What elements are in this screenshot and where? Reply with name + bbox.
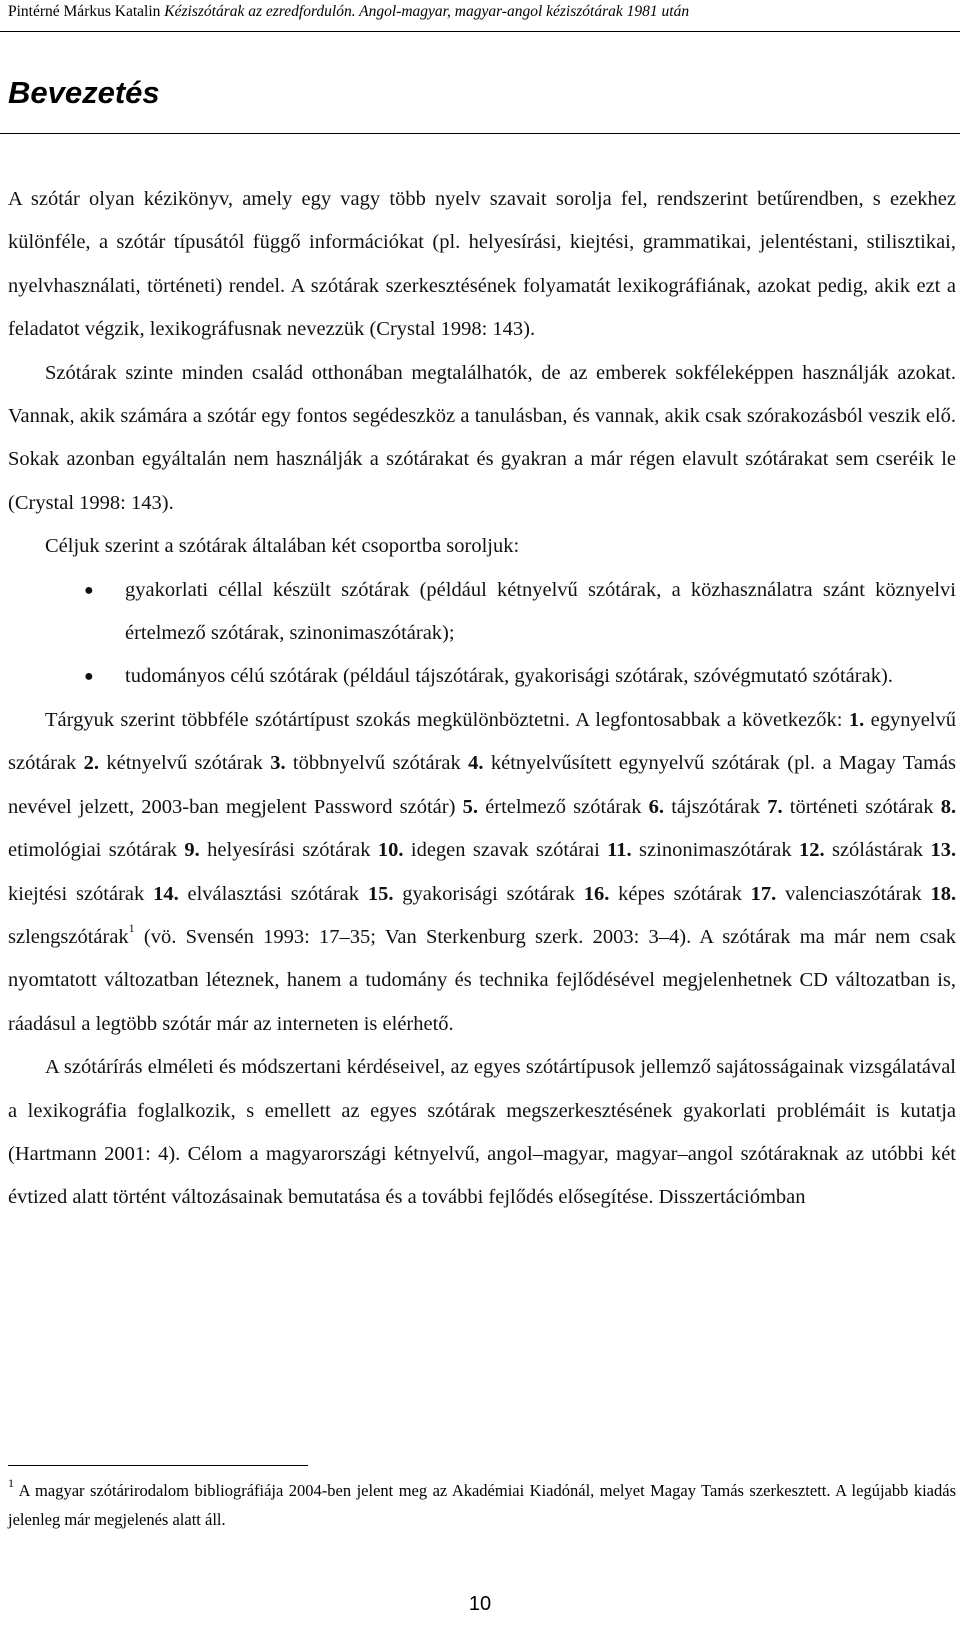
header-title: Kéziszótárak az ezredfordulón. Angol-magyar, magyar-angol kéziszótárak 1981 után <box>164 3 690 20</box>
type-name: etimológiai szótárak <box>8 839 178 862</box>
header-divider <box>0 31 960 32</box>
list-item-text: gyakorlati céllal készült szótárak (például kétnyelvű szótárak, a közhasználatra szánt köznyelvi értelmező szótárak, szinonimaszótárak); <box>125 578 956 645</box>
types-intro: Tárgyuk szerint többféle szótártípust szokás megkülönböztetni. A legfontosabbak a következők: <box>45 708 843 731</box>
type-number: 3. <box>270 752 286 775</box>
type-name: szólástárak <box>831 839 924 862</box>
purpose-list <box>8 569 956 699</box>
type-number: 11. <box>607 839 632 862</box>
type-name: valenciaszótárak <box>785 882 922 905</box>
paragraph-types <box>8 699 956 1046</box>
type-name: tájszótárak <box>671 795 761 818</box>
type-name: kiejtési szótárak <box>8 882 145 905</box>
type-number: 5. <box>462 795 478 818</box>
type-number: 16. <box>583 882 610 905</box>
type-number: 1. <box>848 708 865 731</box>
paragraph-definition: A szótár olyan kézikönyv, amely egy vagy több nyelv szavait sorolja fel, rendszerint betűrendben, s ezekhez különféle, a szótár típusától függő információkat (pl. helyesírási, kiejtési, grammatikai, jelentéstani, stilisztikai, nyelvhasználati, történeti) rendel. A szótárak szerkesztésének folyamatát lexikográfiának, azokat pedig, akik ezt a feladatot végzik, lexikográfusnak nevezzük (Crystal 1998: 143). <box>8 188 956 341</box>
list-item <box>8 569 956 656</box>
paragraph-purpose: Céljuk szerint a szótárak általában két csoportba soroljuk: <box>45 535 520 558</box>
title-divider <box>0 133 960 134</box>
type-number: 9. <box>184 839 200 862</box>
type-name: szlengszótárak <box>8 925 129 948</box>
footnote-number: 1 <box>8 1475 14 1490</box>
footnote-ref: 1 <box>128 921 135 936</box>
header-author: Pintérné Márkus Katalin <box>8 3 161 20</box>
type-number: 14. <box>153 882 179 905</box>
type-name: elválasztási szótárak <box>187 882 360 905</box>
list-item <box>8 655 956 698</box>
type-number: 6. <box>648 795 665 818</box>
type-number: 17. <box>750 882 777 905</box>
type-name: idegen szavak szótárai <box>410 839 600 862</box>
footnote <box>8 1476 956 1534</box>
body-text <box>8 178 956 1220</box>
running-header <box>8 2 956 22</box>
type-name: szinonimaszótárak <box>639 839 792 862</box>
type-name: helyesírási szótárak <box>207 839 371 862</box>
type-name: értelmező szótárak <box>485 795 642 818</box>
type-name: képes szótárak <box>618 882 742 905</box>
page-number: 10 <box>468 1593 492 1615</box>
footnote-divider <box>8 1465 308 1466</box>
type-name: kétnyelvű szótárak <box>106 752 263 775</box>
type-name: történeti szótárak <box>789 795 934 818</box>
paragraph-usage: Szótárak szinte minden család otthonában megtalálhatók, de az emberek sokféleképpen használják azokat. Vannak, akik számára a szótár egy fontos segédeszköz a tanulásban, és vannak, akik csak szórakozásból veszik elő. Sokak azonban egyáltalán nem használják a szótárakat és gyakran a már régen elavult szótárakat sem cseréik le (Crystal 1998: 143). <box>8 361 956 514</box>
type-number: 15. <box>367 882 394 905</box>
type-number: 12. <box>798 839 825 862</box>
bullet-icon: ● <box>84 581 94 599</box>
type-number: 4. <box>468 752 484 775</box>
type-name: többnyelvű szótárak <box>292 752 461 775</box>
type-name: egynyelvű szótárak <box>8 708 956 775</box>
type-number: 18. <box>930 882 957 905</box>
bullet-icon: ● <box>84 668 94 686</box>
type-name: kétnyelvűsített egynyelvű szótárak (pl. a Magay Tamás nevével jelzett, 2003-ban megjelent Password szótár) <box>8 752 957 818</box>
type-number: 10. <box>377 839 404 862</box>
types-tail: (vö. Svensén 1993: 17–35; Van Sterkenburg szerk. 2003: 3–4). A szótárak ma már nem csak nyomtatott változatban léteznek, hanem a tudomány és technika fejlődésével megjelenhetnek CD változatban is, ráadásul a legtöbb szótár már az interneten is elérhető. <box>8 925 957 1035</box>
type-number: 2. <box>83 752 100 775</box>
list-item-text: tudományos célú szótárak (például tájszótárak, gyakorisági szótárak, szóvégmutató szótárak). <box>125 665 893 688</box>
type-number: 7. <box>767 795 783 818</box>
chapter-title: Bevezetés <box>8 75 160 110</box>
type-name: gyakorisági szótárak <box>402 882 575 905</box>
type-number: 13. <box>930 839 957 862</box>
type-number: 8. <box>940 795 957 818</box>
footnote-text: A magyar szótárirodalom bibliográfiája 2004-ben jelent meg az Akadémiai Kiadónál, melyet Magay Tamás szerkesztett. A legújabb kiadás jelenleg már megjelenés alatt áll. <box>8 1481 956 1529</box>
paragraph-lexicography: A szótárírás elméleti és módszertani kérdéseivel, az egyes szótártípusok jellemző sajátosságainak vizsgálatával a lexikográfia foglalkozik, s emellett az egyes szótárak megszerkesztésének gyakorlati problémáit is kutatja (Hartmann 2001: 4). Célom a magyarországi kétnyelvű, angol–magyar, magyar–angol szótáraknak az utóbbi két évtized alatt történt változásainak bemutatása és a további fejlődés elősegítése. Disszertációmban <box>8 1056 956 1209</box>
